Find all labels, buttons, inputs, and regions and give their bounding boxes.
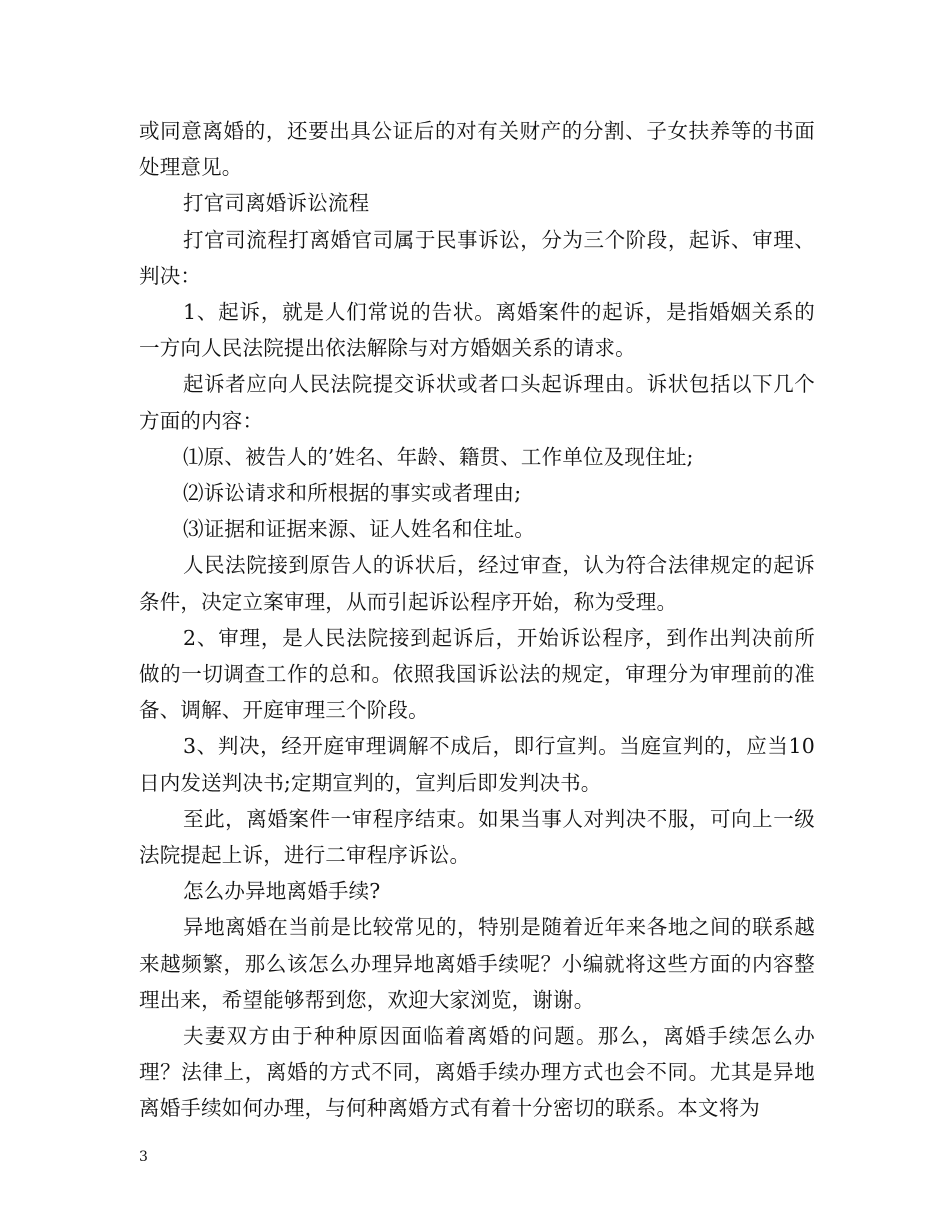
paragraph: 异地离婚在当前是比较常见的，特别是随着近年来各地之间的联系越来越频繁，那么该怎么办理异地离婚手续呢？小编就将这些方面的内容整理出来，希望能够帮到您，欢迎大家浏览，谢谢。 xyxy=(139,915,815,1012)
paragraph: 或同意离婚的，还要出具公证后的对有关财产的分割、子女扶养等的书面处理意见。 xyxy=(139,119,815,180)
paragraph: ⑵诉讼请求和所根据的事实或者理由; xyxy=(183,481,522,506)
paragraph: 2、审理，是人民法院接到起诉后，开始诉讼程序，到作出判决前所做的一切调查工作的总和。依照我国诉讼法的规定，审理分为审理前的准备、调解、开庭审理三个阶段。 xyxy=(139,625,815,723)
document-body xyxy=(139,113,815,1127)
paragraph: 人民法院接到原告人的诉状后，经过审查，认为符合法律规定的起诉条件，决定立案审理，从而引起诉讼程序开始，称为受理。 xyxy=(139,553,815,614)
paragraph: 1、起诉，就是人们常说的告状。离婚案件的起诉，是指婚姻关系的一方向人民法院提出依法解除与对方婚姻关系的请求。 xyxy=(139,300,815,361)
page-number: 3 xyxy=(139,1149,148,1165)
paragraph: 夫妻双方由于种种原因面临着离婚的问题。那么，离婚手续怎么办理？法律上，离婚的方式不同，离婚手续办理方式也会不同。尤其是异地离婚手续如何办理，与何种离婚方式有着十分密切的联系。本文将为 xyxy=(139,1024,815,1121)
paragraph: ⑴原、被告人的’姓名、年龄、籍贯、工作单位及现住址; xyxy=(183,444,694,469)
paragraph: 3、判决，经开庭审理调解不成后，即行宣判。当庭宣判的，应当10日内发送判决书;定期宣判的，宣判后即发判决书。 xyxy=(139,734,815,795)
paragraph: 打官司流程打离婚官司属于民事诉讼，分为三个阶段，起诉、审理、判决： xyxy=(139,227,815,288)
paragraph: 怎么办异地离婚手续? xyxy=(183,879,381,904)
paragraph: 打官司离婚诉讼流程 xyxy=(183,191,370,216)
paragraph: ⑶证据和证据来源、证人姓名和住址。 xyxy=(183,517,535,542)
paragraph: 起诉者应向人民法院提交诉状或者口头起诉理由。诉状包括以下几个方面的内容： xyxy=(139,372,815,433)
paragraph: 至此，离婚案件一审程序结束。如果当事人对判决不服，可向上一级法院提起上诉，进行二审程序诉讼。 xyxy=(139,806,815,868)
